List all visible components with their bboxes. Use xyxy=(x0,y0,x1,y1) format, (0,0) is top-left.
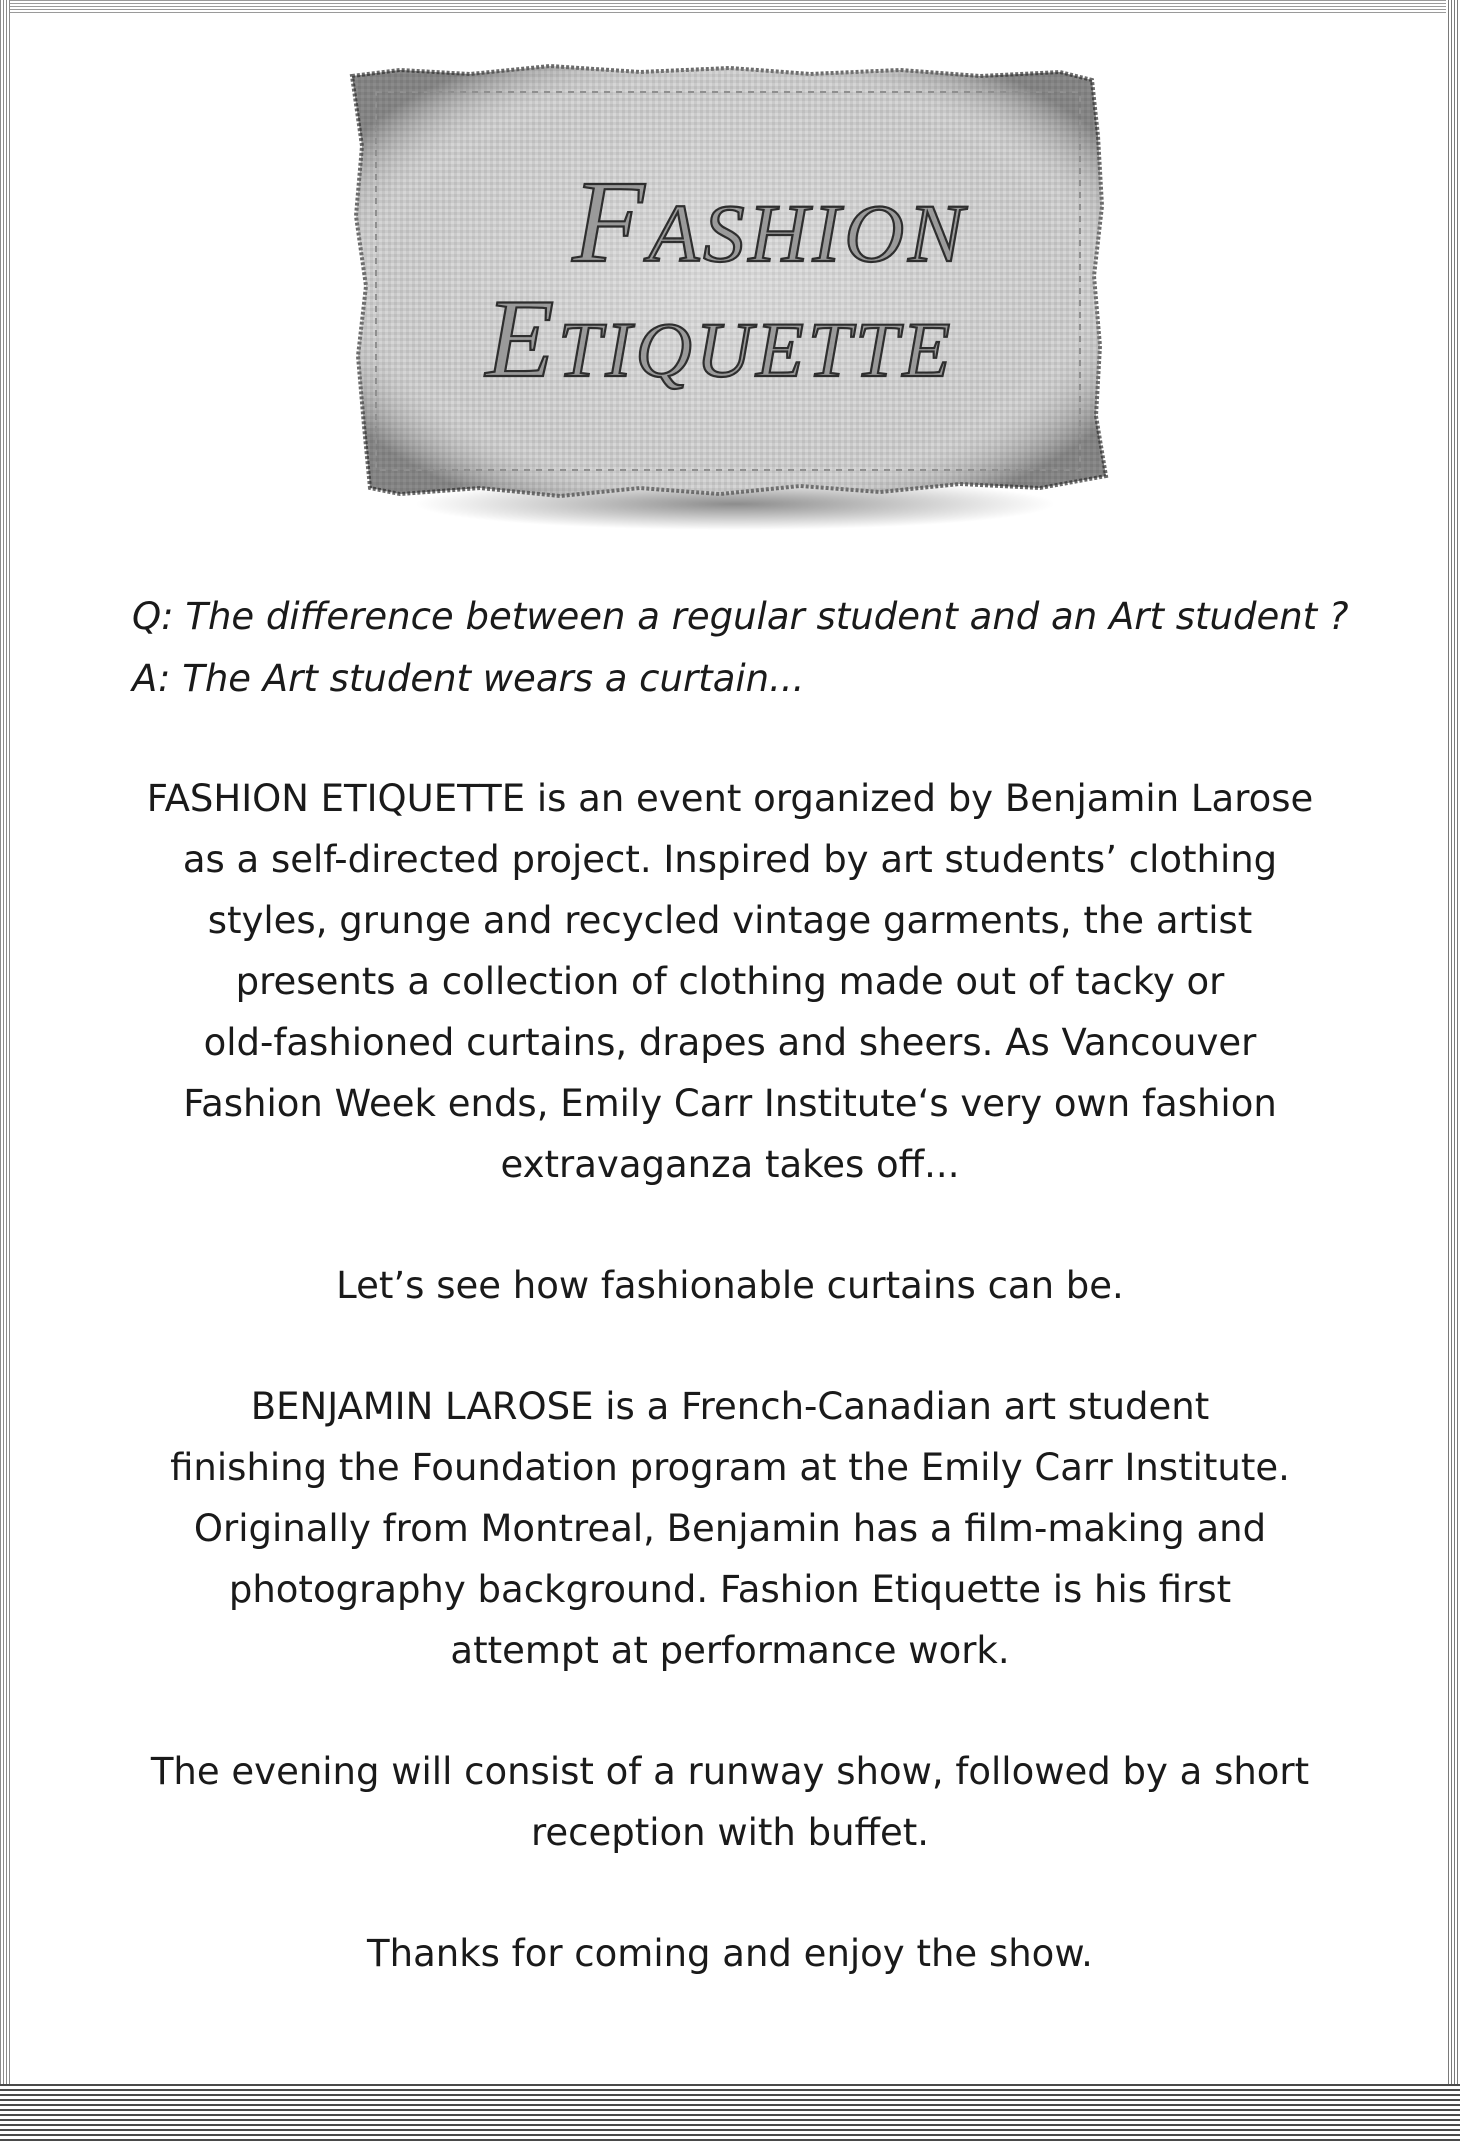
scan-border-right xyxy=(1446,0,1460,2142)
event-description-line: as a self-directed project. Inspired by art students’ clothing xyxy=(182,838,1278,881)
artist-bio-line: attempt at performance work. xyxy=(450,1629,1010,1672)
answer-text: A: The Art student wears a curtain... xyxy=(132,657,805,700)
evening-program xyxy=(60,1741,1400,1863)
program-text xyxy=(60,586,1400,1984)
event-description xyxy=(60,768,1400,1195)
artist-bio-line: finishing the Foundation program at the Emily Carr Institute. xyxy=(170,1446,1290,1489)
question-answer xyxy=(132,586,1400,710)
artist-bio-line: Originally from Montreal, Benjamin has a film-making and xyxy=(193,1507,1267,1550)
event-description-line: FASHION ETIQUETTE is an event organized by Benjamin Larose xyxy=(146,777,1314,820)
scan-border-left xyxy=(0,0,10,2142)
evening-program-line: The evening will consist of a runway show, followed by a short xyxy=(150,1750,1310,1793)
closing-note: Thanks for coming and enjoy the show. xyxy=(367,1932,1093,1975)
question-text: Q: The difference between a regular student and an Art student ? xyxy=(132,595,1349,638)
event-description-line: presents a collection of clothing made out of tacky or xyxy=(235,960,1225,1003)
event-description-line: old-fashioned curtains, drapes and sheers. As Vancouver xyxy=(203,1021,1257,1064)
event-description-line: Fashion Week ends, Emily Carr Institute‘s very own fashion xyxy=(183,1082,1277,1125)
fashion-etiquette-fabric-label-logo xyxy=(340,56,1120,536)
artist-bio-line: photography background. Fashion Etiquette is his first xyxy=(228,1568,1232,1611)
evening-program-line: reception with buffet. xyxy=(530,1811,930,1854)
scan-border-top xyxy=(0,0,1460,14)
event-description-line: extravaganza takes off... xyxy=(500,1143,960,1186)
logo-line-2: Etiquette xyxy=(485,277,955,401)
artist-bio xyxy=(60,1376,1400,1681)
logo-line-1: Fashion xyxy=(572,156,968,287)
event-description-line: styles, grunge and recycled vintage garments, the artist xyxy=(207,899,1253,942)
scan-border-bottom xyxy=(0,2084,1460,2142)
tagline: Let’s see how fashionable curtains can be. xyxy=(336,1264,1124,1307)
artist-bio-line: BENJAMIN LAROSE is a French-Canadian art student xyxy=(250,1385,1210,1428)
